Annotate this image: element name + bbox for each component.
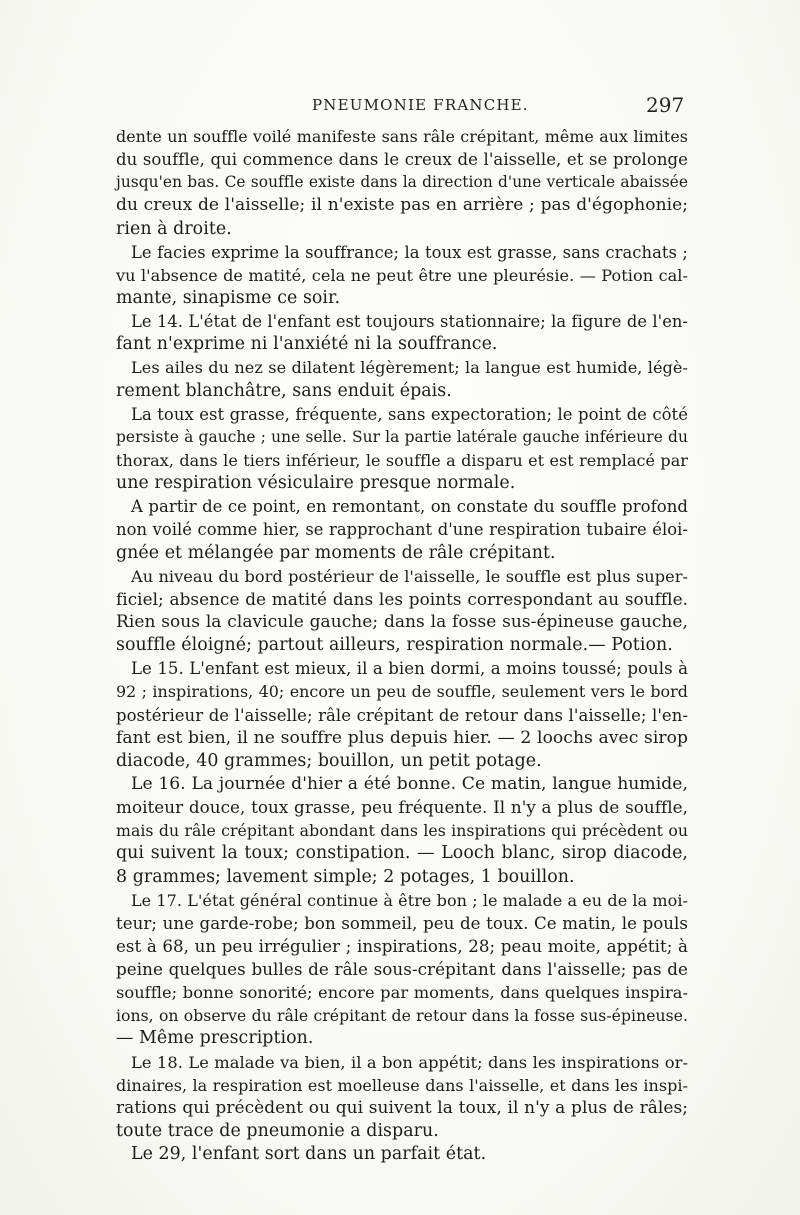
page-number: 297 — [646, 93, 685, 117]
text-line: rement blanchâtre, sans enduit épais. — [116, 380, 452, 401]
text-line: vu l'absence de matité, cela ne peut être une pleurésie. — Potion cal- — [116, 265, 688, 285]
text-line: postérieur de l'aisselle; râle crépitant de retour dans l'aisselle; l'en- — [116, 705, 688, 725]
text-line: fant n'exprime ni l'anxiété ni la souffrance. — [116, 334, 498, 355]
text-line: Le facies exprime la souffrance; la toux est grasse, sans crachats ; — [131, 242, 688, 262]
text-line: moiteur douce, toux grasse, peu fréquente. Il n'y a plus de souffle, — [116, 797, 688, 818]
text-line: La toux est grasse, fréquente, sans expectoration; le point de côté — [131, 404, 688, 424]
text-line: ficiel; absence de matité dans les points correspondant au souffle. — [116, 588, 688, 609]
text-line: mais du râle crépitant abondant dans les inspirations qui précèdent ou — [116, 821, 688, 841]
text-line: peine quelques bulles de râle sous-crépitant dans l'aisselle; pas de — [116, 959, 688, 980]
text-line: dente un souffle voilé manifeste sans râle crépitant, même aux limites — [116, 127, 688, 146]
text-line: 8 grammes; lavement simple; 2 potages, 1 bouillon. — [116, 866, 575, 887]
text-line: mante, sinapisme ce soir. — [116, 287, 341, 308]
text-line: une respiration vésiculaire presque normale. — [116, 473, 516, 494]
text-line: dinaires, la respiration est moelleuse dans l'aisselle, et dans les inspi- — [116, 1075, 688, 1095]
text-line: qui suivent la toux; constipation. — Looch blanc, sirop diacode, — [116, 843, 688, 864]
text-line: Le 29, l'enfant sort dans un parfait état. — [131, 1144, 487, 1165]
text-line: fant est bien, il ne souffre plus depuis hier. — 2 loochs avec sirop — [116, 727, 688, 748]
text-line: du creux de l'aisselle; il n'existe pas en arrière ; pas d'égophonie; — [116, 195, 688, 216]
text-line: diacode, 40 grammes; bouillon, un petit potage. — [116, 750, 542, 771]
text-line: persiste à gauche ; une selle. Sur la partie latérale gauche inférieure du — [116, 427, 688, 446]
text-line: gnée et mélangée par moments de râle crépitant. — [116, 542, 556, 563]
text-line: non voilé comme hier, se rapprochant d'une respiration tubaire éloi- — [116, 520, 688, 540]
text-line: A partir de ce point, en remontant, on constate du souffle profond — [131, 497, 688, 517]
text-line: Le 17. L'état général continue à être bon ; le malade a eu de la moi- — [131, 890, 688, 910]
text-line: Le 16. La journée d'hier a été bonne. Ce matin, langue humide, — [131, 773, 688, 794]
text-line: thorax, dans le tiers inférieur, le souffle a disparu et est remplacé par — [116, 450, 688, 470]
text-line: du souffle, qui commence dans le creux de l'aisselle, et se prolonge — [116, 150, 688, 170]
text-line: ions, on observe du râle crépitant de retour dans la fosse sus-épineuse. — [116, 1006, 688, 1026]
text-line: teur; une garde-robe; bon sommeil, peu de toux. Ce matin, le pouls — [116, 913, 688, 933]
text-line: rations qui précèdent ou qui suivent la toux, il n'y a plus de râles; — [116, 1097, 688, 1118]
running-head — [0, 93, 800, 120]
text-line: rien à droite. — [116, 218, 232, 239]
running-title: PNEUMONIE FRANCHE. — [312, 96, 529, 114]
text-line: Les ailes du nez se dilatent légèrement; la langue est humide, légè- — [131, 358, 688, 378]
text-line: souffle éloigné; partout ailleurs, respiration normale.— Potion. — [116, 635, 673, 656]
text-line: souffle; bonne sonorité; encore par moments, dans quelques inspira- — [116, 983, 688, 1003]
text-line: 92 ; inspirations, 40; encore un peu de souffle, seulement vers le bord — [116, 682, 688, 702]
text-line: Au niveau du bord postérieur de l'aisselle, le souffle est plus super- — [131, 566, 688, 586]
text-line: Rien sous la clavicule gauche; dans la fosse sus-épineuse gauche, — [116, 611, 688, 632]
text-line: Le 14. L'état de l'enfant est toujours stationnaire; la figure de l'en- — [131, 312, 688, 332]
text-line: Le 18. Le malade va bien, il a bon appétit; dans les inspirations or- — [131, 1052, 688, 1072]
text-line: est à 68, un peu irrégulier ; inspirations, 28; peau moite, appétit; à — [116, 936, 688, 956]
text-line: jusqu'en bas. Ce souffle existe dans la direction d'une verticale abaissée — [116, 173, 688, 192]
text-line: Le 15. L'enfant est mieux, il a bien dormi, a moins toussé; pouls à — [131, 659, 688, 679]
text-line: toute trace de pneumonie a disparu. — [116, 1121, 439, 1142]
body-text — [116, 125, 688, 1166]
text-line: — Même prescription. — [116, 1028, 314, 1049]
